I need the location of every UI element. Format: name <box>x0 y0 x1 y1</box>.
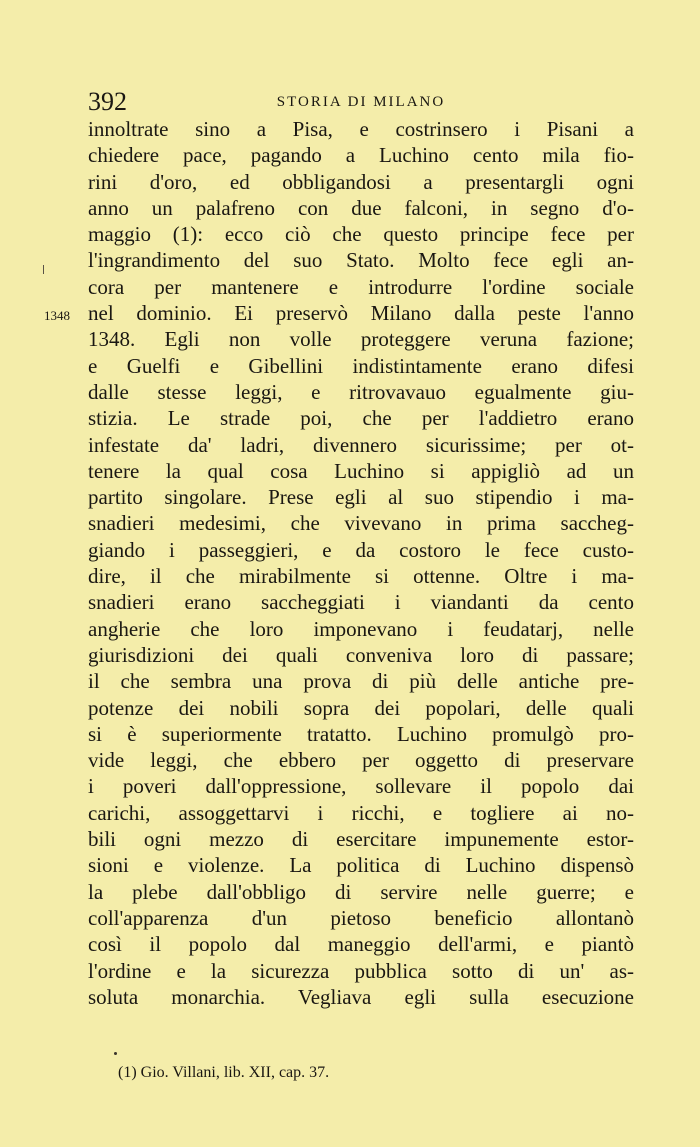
text-line: cora per mantenere e introdurre l'ordine sociale <box>88 274 634 299</box>
text-line: vide leggi, che ebbero per oggetto di preservare <box>88 748 634 773</box>
text-line: rini d'oro, ed obbligandosi a presentargli ogni <box>88 169 634 194</box>
text-line: si è superiormente tratatto. Luchino promulgò pro- <box>88 721 634 746</box>
text-line: così il popolo dal maneggio dell'armi, e piantò <box>88 932 634 957</box>
text-line: anno un palafreno con due falconi, in segno d'o- <box>88 195 634 220</box>
text-line: giurisdizioni dei quali conveniva loro di passare; <box>88 642 634 667</box>
text-line: giando i passeggieri, e da costoro le fece custo- <box>88 537 634 562</box>
text-line: snadieri erano saccheggiati i viandanti da cento <box>88 590 634 615</box>
footnote-separator <box>114 1052 117 1055</box>
text-line: soluta monarchia. Vegliava egli sulla esecuzione <box>88 984 634 1009</box>
text-line: chiedere pace, pagando a Luchino cento mila fio- <box>88 143 634 168</box>
margin-year-note: 1348 <box>44 308 70 323</box>
footnote: (1) Gio. Villani, lib. XII, cap. 37. <box>118 1064 330 1081</box>
text-line: nel dominio. Ei preservò Milano dalla peste l'anno <box>88 301 634 326</box>
running-head: STORIA DI MILANO <box>276 94 446 110</box>
text-line: angherie che loro imponevano i feudatarj, nelle <box>88 616 634 641</box>
text-line: l'ingrandimento del suo Stato. Molto fece egli an- <box>88 248 634 273</box>
text-line: infestate da' ladri, divennero sicurissime; per ot- <box>88 432 634 457</box>
text-line: bili ogni mezzo di esercitare impunemente estor- <box>88 827 634 852</box>
text-line: carichi, assoggettarvi i ricchi, e togliere ai no- <box>88 800 634 825</box>
body-text <box>88 116 634 1010</box>
text-line: sioni e violenze. La politica di Luchino dispensò <box>88 853 634 878</box>
text-line: dalle stesse leggi, e ritrovavauo egualmente giu- <box>88 379 634 404</box>
text-line: e Guelfi e Gibellini indistintamente erano difesi <box>88 353 634 378</box>
text-line: snadieri medesimi, che vivevano in prima saccheg- <box>88 511 634 536</box>
text-line: stizia. Le strade poi, che per l'addietro erano <box>88 406 634 431</box>
margin-mark <box>43 265 44 274</box>
text-line: potenze dei nobili sopra dei popolari, delle quali <box>88 695 634 720</box>
text-line: innoltrate sino a Pisa, e costrinsero i Pisani a <box>88 117 634 141</box>
page-header <box>88 88 634 116</box>
text-line: coll'apparenza d'un pietoso beneficio allontanò <box>88 905 634 930</box>
text-line: 1348. Egli non volle proteggere veruna fazione; <box>88 327 634 352</box>
text-line: l'ordine e la sicurezza pubblica sotto di un' as- <box>88 958 634 983</box>
text-line: partito singolare. Prese egli al suo stipendio i ma- <box>88 485 634 510</box>
text-line: la plebe dall'obbligo di servire nelle guerre; e <box>88 879 634 904</box>
text-line: dire, il che mirabilmente si ottenne. Oltre i ma- <box>88 564 634 589</box>
page-number: 392 <box>88 87 127 116</box>
text-line: tenere la qual cosa Luchino si appigliò ad un <box>88 458 634 483</box>
text-line: i poveri dall'oppressione, sollevare il popolo dai <box>88 774 634 799</box>
text-line: il che sembra una prova di più delle antiche pre- <box>88 669 634 694</box>
text-line: maggio (1): ecco ciò che questo principe fece per <box>88 222 634 247</box>
